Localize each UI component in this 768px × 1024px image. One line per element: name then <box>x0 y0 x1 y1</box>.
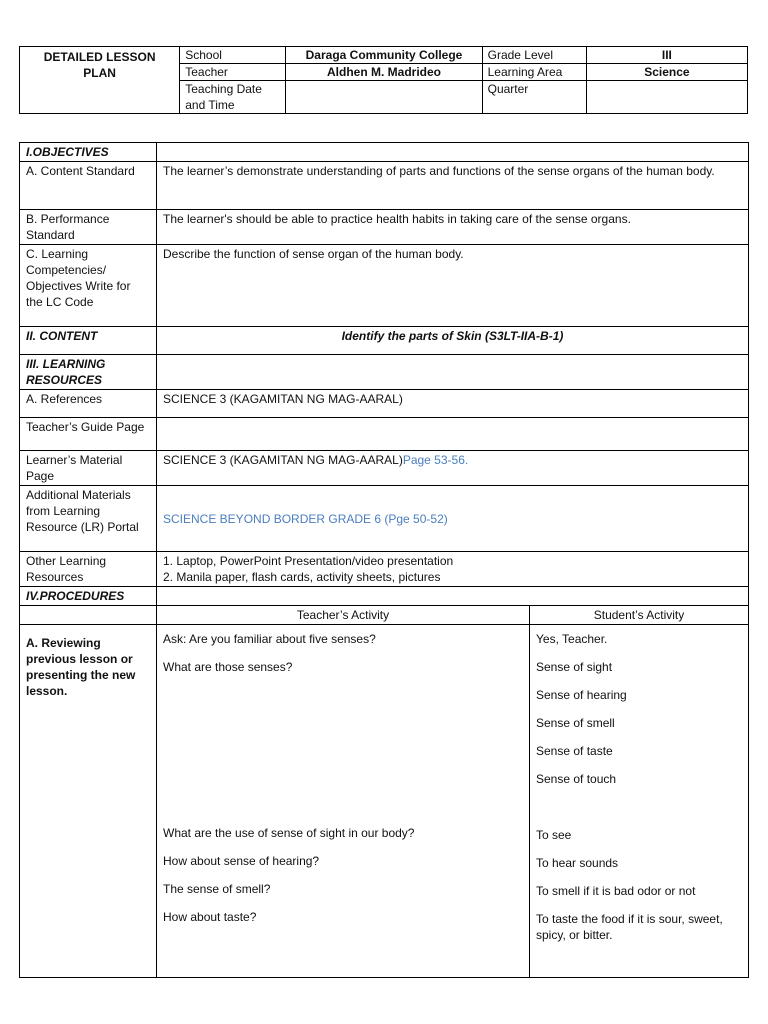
teacher-line: How about sense of hearing? <box>163 854 320 868</box>
quarter-value <box>586 81 747 114</box>
performance-standard-label: B. Performance Standard <box>20 210 157 245</box>
student-line: To hear sounds <box>536 856 619 870</box>
learners-material-label: Learner’s Material Page <box>20 451 157 486</box>
other-resources-label: Other Learning Resources <box>20 552 157 587</box>
teacher-line: The sense of smell? <box>163 882 271 896</box>
school-label: School <box>180 47 286 64</box>
student-line: To taste the food if it is sour, sweet, spicy, or bitter. <box>536 912 723 942</box>
procedures-heading: IV.PROCEDURES <box>20 587 157 606</box>
teacher-line: What are those senses? <box>163 660 293 674</box>
learners-material-value: SCIENCE 3 (KAGAMITAN NG MAG-AARAL) <box>163 453 403 467</box>
additional-materials-link[interactable]: SCIENCE BEYOND BORDER GRADE 6 (Pge 50-52) <box>157 486 749 552</box>
teacher-value: Aldhen M. Madrideo <box>286 64 482 81</box>
learning-area-value: Science <box>586 64 747 81</box>
teacher-activity-header: Teacher’s Activity <box>157 606 530 625</box>
teacher-line: How about taste? <box>163 910 257 924</box>
lesson-plan-title: DETAILED LESSON PLAN <box>20 47 180 114</box>
objectives-heading: I.OBJECTIVES <box>20 143 157 162</box>
learning-resources-heading: III. LEARNING RESOURCES <box>20 355 157 390</box>
teacher-line: Ask: Are you familiar about five senses? <box>163 632 376 646</box>
teacher-activity-cell <box>157 625 530 978</box>
teachers-guide-value <box>157 418 749 451</box>
grade-level-label: Grade Level <box>482 47 586 64</box>
references-value: SCIENCE 3 (KAGAMITAN NG MAG-AARAL) <box>157 390 749 418</box>
teacher-label: Teacher <box>180 64 286 81</box>
learners-material-page-link[interactable]: Page 53-56. <box>402 453 469 467</box>
quarter-label: Quarter <box>482 81 586 114</box>
student-activity-header: Student’s Activity <box>530 606 749 625</box>
header-table <box>19 46 748 114</box>
student-line: Sense of hearing <box>536 688 627 702</box>
competencies-value: Describe the function of sense organ of the human body. <box>157 245 749 327</box>
content-standard-value: The learner’s demonstrate understanding of parts and functions of the sense organs of the human body. <box>157 162 749 210</box>
lesson-plan-table <box>19 142 749 978</box>
student-line: Sense of smell <box>536 716 615 730</box>
other-resources-value <box>157 552 749 587</box>
student-activity-cell <box>530 625 749 978</box>
teaching-date-label: Teaching Date and Time <box>180 81 286 114</box>
content-value: Identify the parts of Skin (S3LT-IIA-B-1) <box>157 327 749 355</box>
other-resources-line: 2. Manila paper, flash cards, activity sheets, pictures <box>163 570 441 584</box>
learning-area-label: Learning Area <box>482 64 586 81</box>
student-line: Yes, Teacher. <box>536 632 608 646</box>
student-line: Sense of touch <box>536 772 617 786</box>
teachers-guide-label: Teacher’s Guide Page <box>20 418 157 451</box>
grade-level-value: III <box>586 47 747 64</box>
learners-material-cell <box>157 451 749 486</box>
teaching-date-value <box>286 81 482 114</box>
content-heading: II. CONTENT <box>20 327 157 355</box>
student-line: To see <box>536 828 572 842</box>
school-value: Daraga Community College <box>286 47 482 64</box>
student-line: Sense of sight <box>536 660 613 674</box>
student-line: To smell if it is bad odor or not <box>536 884 696 898</box>
other-resources-line: 1. Laptop, PowerPoint Presentation/video presentation <box>163 554 454 568</box>
references-label: A. References <box>20 390 157 418</box>
competencies-label: C. Learning Competencies/ Objectives Write for the LC Code <box>20 245 157 327</box>
teacher-line: What are the use of sense of sight in our body? <box>163 826 415 840</box>
additional-materials-label: Additional Materials from Learning Resource (LR) Portal <box>20 486 157 552</box>
content-standard-label: A. Content Standard <box>20 162 157 210</box>
reviewing-lesson-label: A. Reviewing previous lesson or presenting the new lesson. <box>20 625 157 978</box>
performance-standard-value: The learner's should be able to practice health habits in taking care of the sense organs. <box>157 210 749 245</box>
student-line: Sense of taste <box>536 744 613 758</box>
